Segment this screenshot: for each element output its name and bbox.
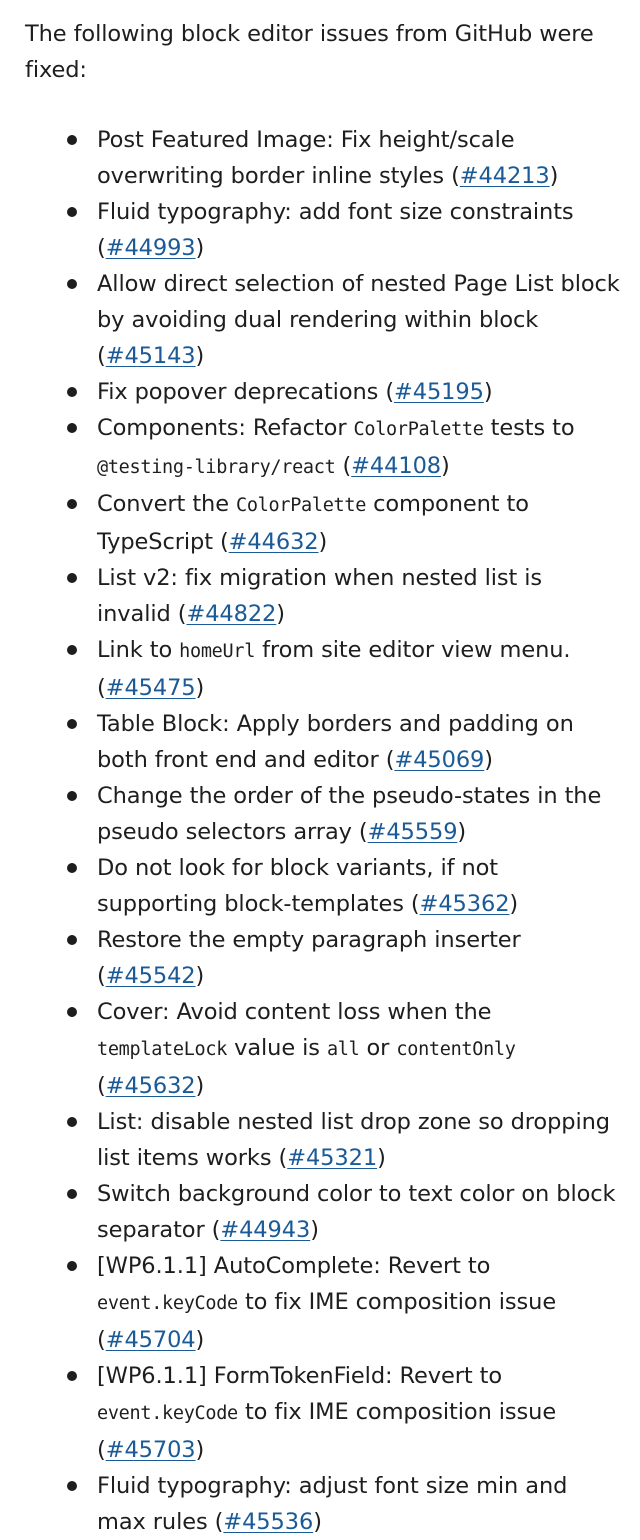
item-text: ) (549, 163, 559, 189)
item-text: [WP6.1.1] FormTokenField: Revert to (97, 1363, 503, 1389)
issue-link[interactable]: #45143 (105, 343, 196, 369)
bullet-icon (67, 719, 77, 729)
issue-link[interactable]: #44822 (186, 601, 277, 627)
item-text: Table Block: Apply borders and padding on both front end and editor ( (97, 711, 574, 773)
item-text: Fix popover deprecations ( (97, 379, 394, 405)
inline-code: templateLock (97, 1039, 228, 1060)
issue-link[interactable]: #45559 (367, 819, 458, 845)
list-item (97, 374, 620, 410)
item-text: ) (195, 1437, 205, 1463)
intro-paragraph: The following block editor issues from GitHub were fixed: (25, 21, 594, 83)
list-item (97, 560, 620, 632)
issue-link[interactable]: #44213 (459, 163, 550, 189)
bullet-icon (67, 1261, 77, 1271)
item-text: ) (483, 379, 493, 405)
item-text: [WP6.1.1] AutoComplete: Revert to (97, 1253, 491, 1279)
issue-link[interactable]: #44108 (351, 453, 442, 479)
bullet-icon (67, 1371, 77, 1381)
issue-link[interactable]: #45536 (223, 1509, 314, 1535)
bullet-icon (67, 573, 77, 583)
list-item (97, 486, 620, 560)
list-item (97, 1358, 620, 1468)
item-text: Components: Refactor (97, 415, 354, 441)
bullet-icon (67, 387, 77, 397)
item-text: ( (97, 1073, 106, 1099)
bullet-icon (67, 791, 77, 801)
item-text: ) (313, 1509, 322, 1535)
item-text: ( (335, 453, 352, 479)
item-text: value is (227, 1035, 327, 1061)
item-text: ) (484, 747, 493, 773)
list-item (97, 194, 620, 266)
inline-code: ColorPalette (236, 495, 367, 516)
item-text: ) (195, 963, 205, 989)
issue-link[interactable]: #45703 (105, 1437, 196, 1463)
bullet-icon (67, 863, 77, 873)
bullet-icon (67, 1007, 77, 1017)
list-item (97, 410, 620, 486)
list-item (97, 1248, 620, 1358)
list-item (97, 266, 620, 374)
item-text: to fix IME composition issue ( (97, 1399, 557, 1463)
item-text: to fix IME composition issue ( (97, 1289, 557, 1353)
item-text: Change the order of the pseudo-states in the pseudo selectors array ( (97, 783, 602, 845)
item-text: ) (195, 235, 205, 261)
bullet-icon (67, 1117, 77, 1127)
item-text: component to TypeScript ( (97, 491, 529, 555)
bullet-icon (67, 135, 77, 145)
list-item (97, 778, 620, 850)
bullet-icon (67, 423, 77, 433)
bullet-icon (67, 645, 77, 655)
item-text: from site editor view menu. ( (97, 637, 571, 701)
item-text: List v2: fix migration when nested list is invalid ( (97, 565, 543, 627)
list-item (97, 1176, 620, 1248)
list-item (97, 922, 620, 994)
issue-link[interactable]: #45069 (394, 747, 485, 773)
item-text: Cover: Avoid content loss when the (97, 999, 492, 1025)
issue-link[interactable]: #44993 (105, 235, 196, 261)
issue-link[interactable]: #45321 (287, 1145, 378, 1171)
item-text: List: disable nested list drop zone so dropping list items works ( (97, 1109, 610, 1171)
issue-link[interactable]: #45542 (105, 963, 196, 989)
list-item (97, 122, 620, 194)
item-text: ) (195, 1073, 205, 1099)
item-text: Restore the empty paragraph inserter ( (97, 927, 521, 989)
issue-link[interactable]: #45195 (394, 379, 484, 405)
issue-link[interactable]: #45632 (105, 1073, 196, 1099)
list-item (97, 994, 620, 1104)
item-text: Fluid typography: add font size constraints ( (97, 199, 574, 261)
item-text: ) (195, 1327, 205, 1353)
list-item (97, 850, 620, 922)
item-text: Fluid typography: adjust font size min and max rules ( (97, 1473, 568, 1535)
item-text: ) (195, 343, 205, 369)
issue-link[interactable]: #45362 (419, 891, 510, 917)
issue-link[interactable]: #45704 (105, 1327, 196, 1353)
item-text: tests to (483, 415, 575, 441)
inline-code: event.keyCode (97, 1293, 238, 1314)
item-text: Link to (97, 637, 180, 663)
bullet-icon (67, 499, 77, 509)
issue-link[interactable]: #45475 (105, 675, 196, 701)
item-text: ) (377, 1145, 386, 1171)
item-text: Convert the (97, 491, 236, 517)
inline-code: homeUrl (179, 641, 256, 662)
inline-code: event.keyCode (97, 1403, 238, 1424)
list-item (97, 1104, 620, 1176)
list-item (97, 632, 620, 706)
item-text: ) (276, 601, 285, 627)
item-text: Post Featured Image: Fix height/scale overwriting border inline styles ( (97, 127, 515, 189)
issue-link[interactable]: #44943 (220, 1217, 311, 1243)
item-text: ) (441, 453, 450, 479)
item-text: ) (457, 819, 467, 845)
inline-code: ColorPalette (353, 419, 484, 440)
item-text: or (359, 1035, 397, 1061)
item-text: Do not look for block variants, if not supporting block-templates ( (97, 855, 499, 917)
item-text: Switch background color to text color on block separator ( (97, 1181, 616, 1243)
list-item (97, 1468, 620, 1540)
bullet-icon (67, 279, 77, 289)
inline-code: @testing-library/react (97, 457, 336, 478)
inline-code: all (326, 1039, 360, 1060)
item-text: Allow direct selection of nested Page List block by avoiding dual rendering within block ( (97, 271, 620, 369)
list-item (97, 706, 620, 778)
bullet-icon (67, 1481, 77, 1491)
item-text: ) (195, 675, 205, 701)
item-text: ) (310, 1217, 319, 1243)
item-text: ) (318, 529, 328, 555)
item-text: ) (509, 891, 519, 917)
inline-code: contentOnly (396, 1039, 516, 1060)
issue-link[interactable]: #44632 (228, 529, 319, 555)
bullet-icon (67, 935, 77, 945)
bullet-icon (67, 1189, 77, 1199)
bullet-icon (67, 207, 77, 217)
fixed-issues-list (25, 122, 620, 1540)
